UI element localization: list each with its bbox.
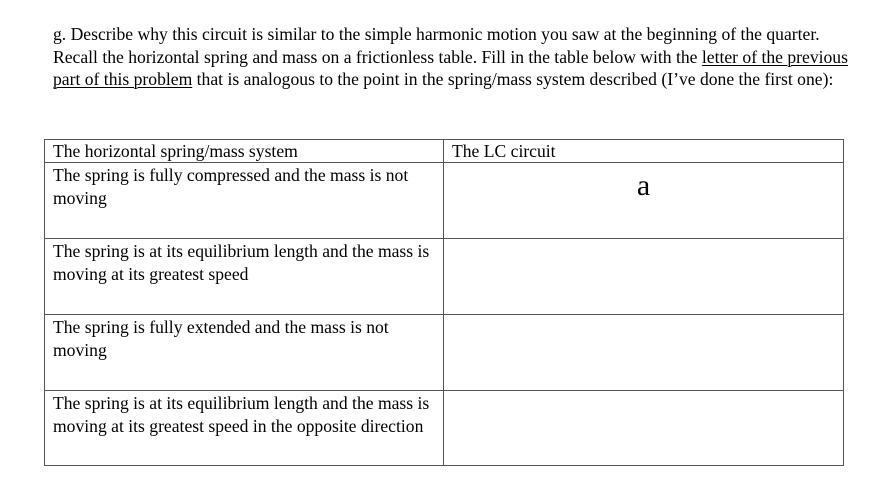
lc-answer-cell[interactable] [444,391,844,466]
lc-answer-cell[interactable] [444,239,844,315]
table-row [45,163,844,239]
header-lc-circuit: The LC circuit [444,140,844,163]
spring-state-cell: The spring is at its equilibrium length and the mass is moving at its greatest speed in the opposite direction [45,391,444,466]
spring-state-cell: The spring is at its equilibrium length and the mass is moving at its greatest speed [45,239,444,315]
lc-answer-cell[interactable] [444,315,844,391]
table-row [45,315,844,391]
header-spring-mass: The horizontal spring/mass system [45,140,444,163]
question-lead: g. Describe why this circuit is similar to the simple harmonic motion you saw at the beginning of the quarter. Recall the horizontal spring and mass on a frictionless table. Fill in the table below with the [53,24,820,67]
table-row [45,239,844,315]
spring-state-cell: The spring is fully extended and the mass is not moving [45,315,444,391]
lc-answer-cell[interactable]: a [444,163,844,239]
question-underlined-phrase: letter of the previous part of this problem [53,46,848,89]
question-trail: that is analogous to the point in the spring/mass system described (I’ve done the first one): [192,69,834,89]
question-text [53,23,853,91]
analogy-table [44,139,844,466]
table-row [45,391,844,466]
spring-state-cell: The spring is fully compressed and the mass is not moving [45,163,444,239]
table-header-row [45,140,844,163]
